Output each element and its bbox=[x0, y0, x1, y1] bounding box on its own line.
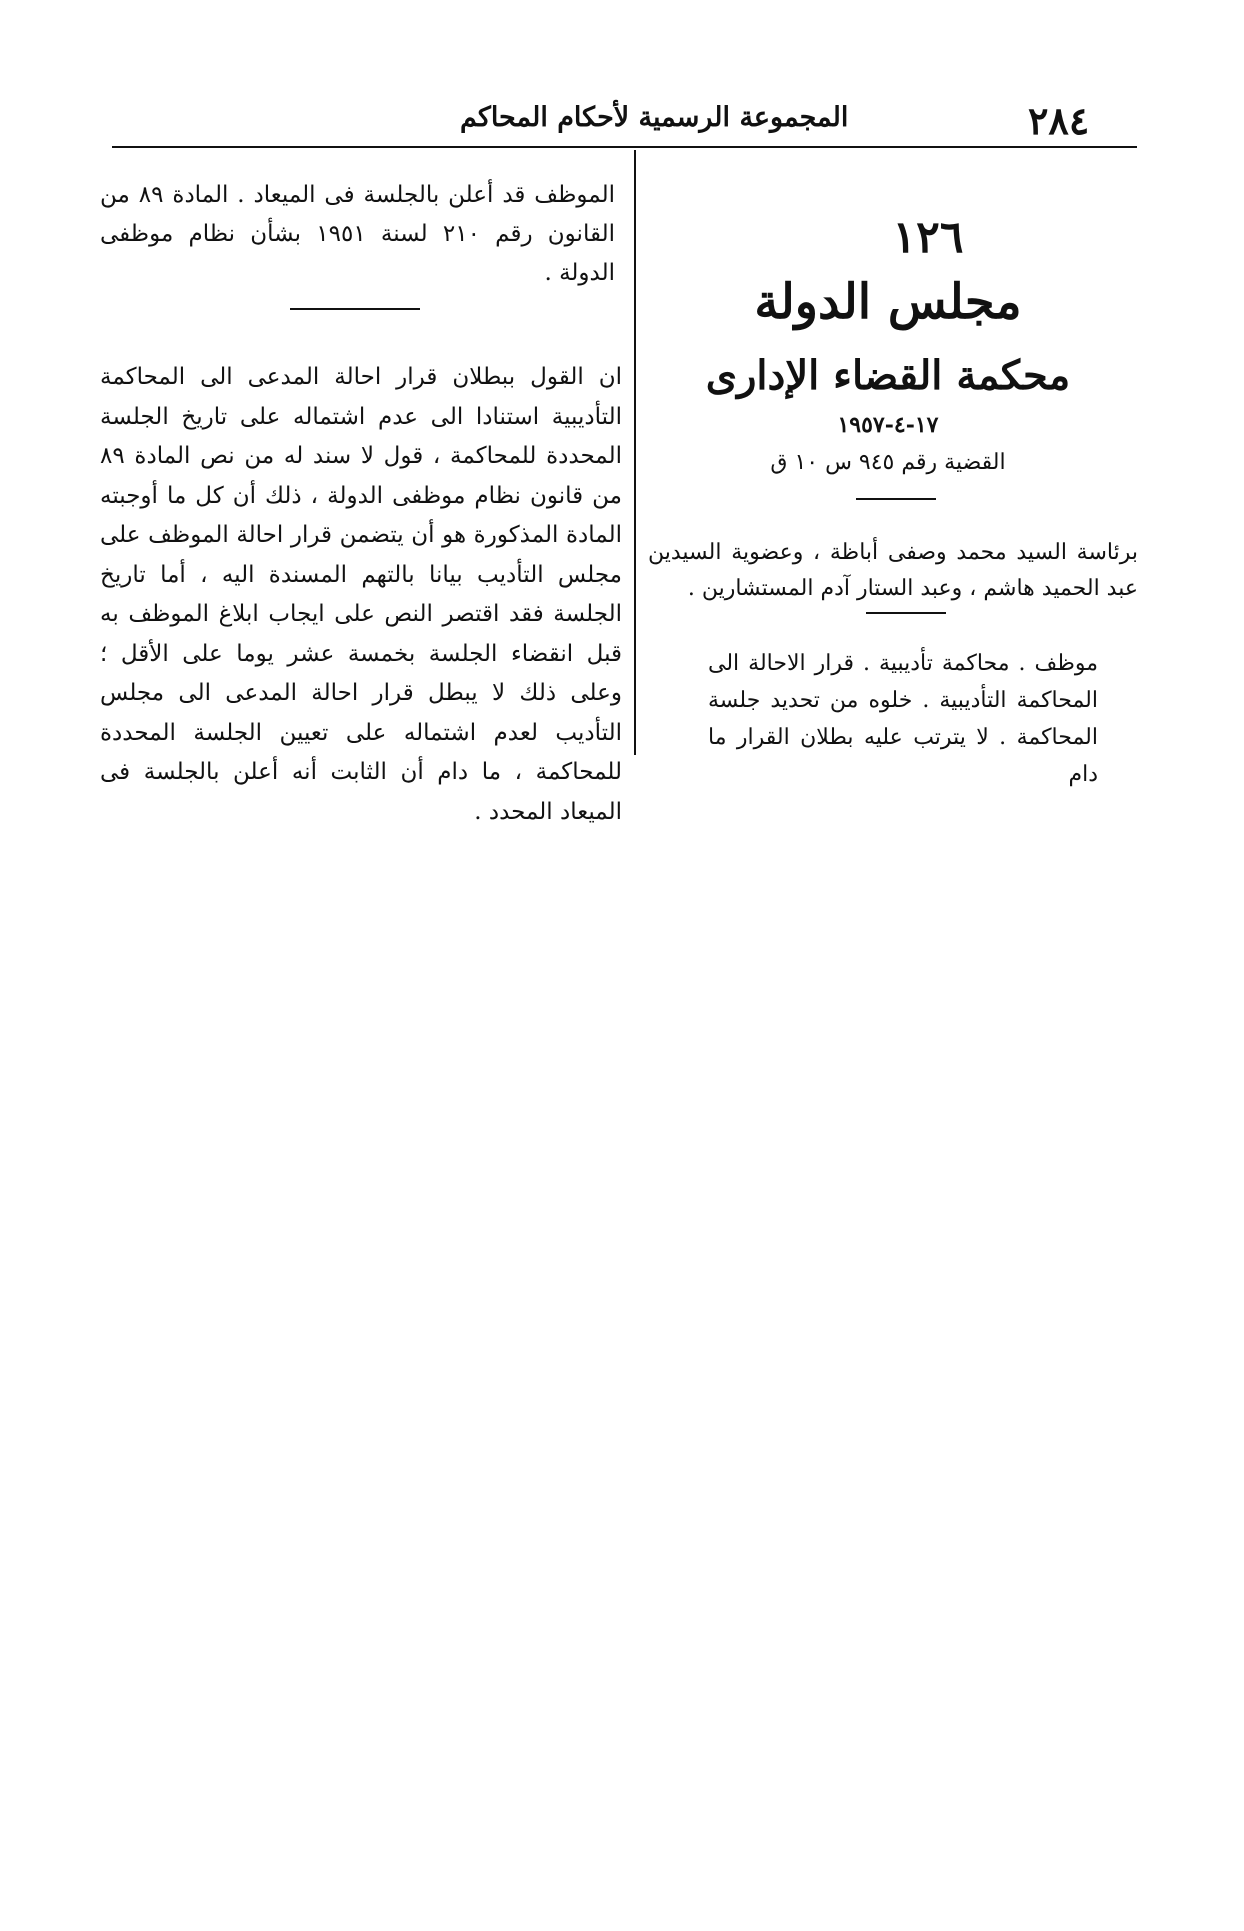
decision-date: ١٧-٤-١٩٥٧ bbox=[837, 412, 939, 438]
running-title: المجموعة الرسمية لأحكام المحاكم bbox=[460, 102, 849, 133]
case-number: ١٢٦ bbox=[892, 212, 964, 263]
header-rule bbox=[112, 146, 1137, 148]
case-reference: القضية رقم ٩٤٥ س ١٠ ق bbox=[770, 450, 1006, 475]
court-panel: برئاسة السيد محمد وصفى أباظة ، وعضوية السيدين عبد الحميد هاشم ، وعبد الستار آدم المستشارين . bbox=[648, 540, 1138, 601]
council-heading: مجلس الدولة bbox=[754, 274, 1022, 330]
page-number: ٢٨٤ bbox=[1028, 98, 1090, 143]
separator-rule bbox=[290, 308, 420, 310]
court-heading: محكمة القضاء الإدارى bbox=[705, 352, 1071, 399]
column-divider bbox=[634, 150, 636, 755]
headnote-continuation: الموظف قد أعلن بالجلسة فى الميعاد . المادة ٨٩ من القانون رقم ٢١٠ لسنة ١٩٥١ بشأن نظام موظفى الدولة . bbox=[100, 182, 615, 286]
separator-rule bbox=[856, 498, 936, 500]
headnote: موظف . محاكمة تأديبية . قرار الاحالة الى المحاكمة التأديبية . خلوه من تحديد جلسة المحاكمة . لا يترتب عليه بطلان القرار ما دام bbox=[708, 651, 1098, 787]
legal-principle: ان القول ببطلان قرار احالة المدعى الى المحاكمة التأديبية استنادا الى عدم اشتماله على تاريخ الجلسة المحددة للمحاكمة ، قول لا سند له من نص المادة ٨٩ من قانون نظام موظفى الدولة ، ذلك أن كل ما أوجبته المادة المذكورة هو أن يتضمن قرار احالة الموظف على مجلس التأديب بيانا بالتهم المسندة اليه ، أما تاريخ الجلسة فقد اقتصر النص على ايجاب ابلاغ الموظف به قبل انقضاء الجلسة بخمسة عشر يوما على الأقل ؛ وعلى ذلك لا يبطل قرار احالة المدعى الى مجلس التأديب لعدم اشتماله على تعيين الجلسة المحددة للمحاكمة ، ما دام أن الثابت أنه أعلن بالجلسة فى الميعاد المحدد . bbox=[100, 364, 622, 825]
separator-rule bbox=[866, 612, 946, 614]
